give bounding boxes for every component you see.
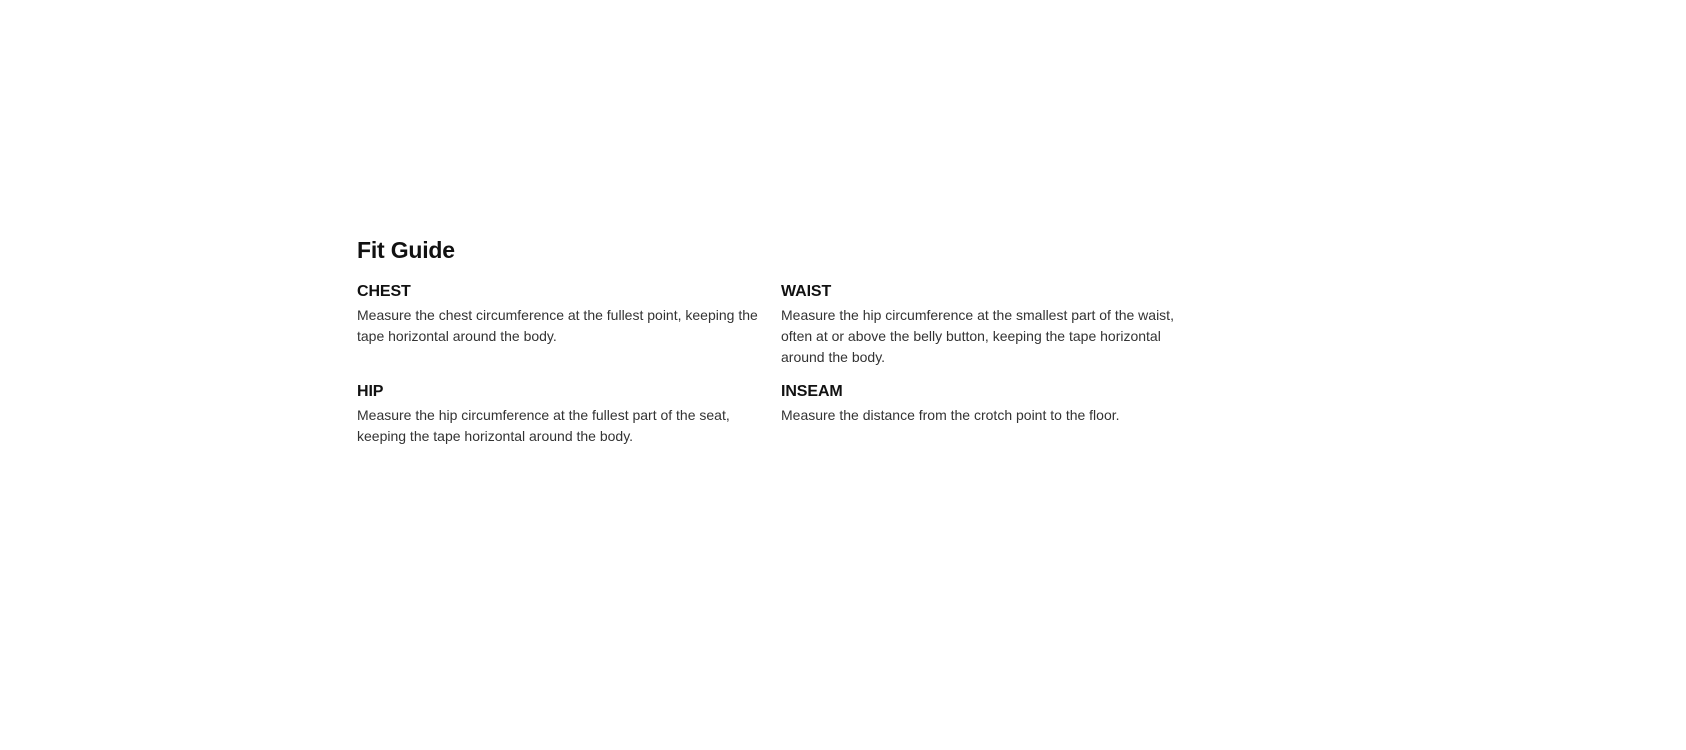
measurement-inseam	[781, 382, 1207, 447]
measurement-label: INSEAM	[781, 383, 843, 400]
fit-guide-title: Fit Guide	[357, 237, 455, 263]
fit-guide-grid	[357, 282, 1207, 447]
measurement-description: Measure the hip circumference at the smallest part of the waist, often at or above the belly button, keeping the tape horizontal around the body.	[781, 307, 1174, 365]
measurement-label: WAIST	[781, 283, 832, 300]
measurement-chest	[357, 282, 781, 368]
measurement-waist	[781, 282, 1207, 368]
measurement-label: CHEST	[357, 283, 411, 300]
measurement-description: Measure the distance from the crotch point to the floor.	[781, 407, 1120, 423]
measurement-label: HIP	[357, 383, 384, 400]
measurement-hip	[357, 382, 781, 447]
measurement-description: Measure the chest circumference at the fullest point, keeping the tape horizontal around the body.	[357, 307, 758, 344]
measurement-description: Measure the hip circumference at the fullest part of the seat, keeping the tape horizontal around the body.	[357, 407, 730, 444]
fit-guide-section	[357, 236, 1207, 447]
